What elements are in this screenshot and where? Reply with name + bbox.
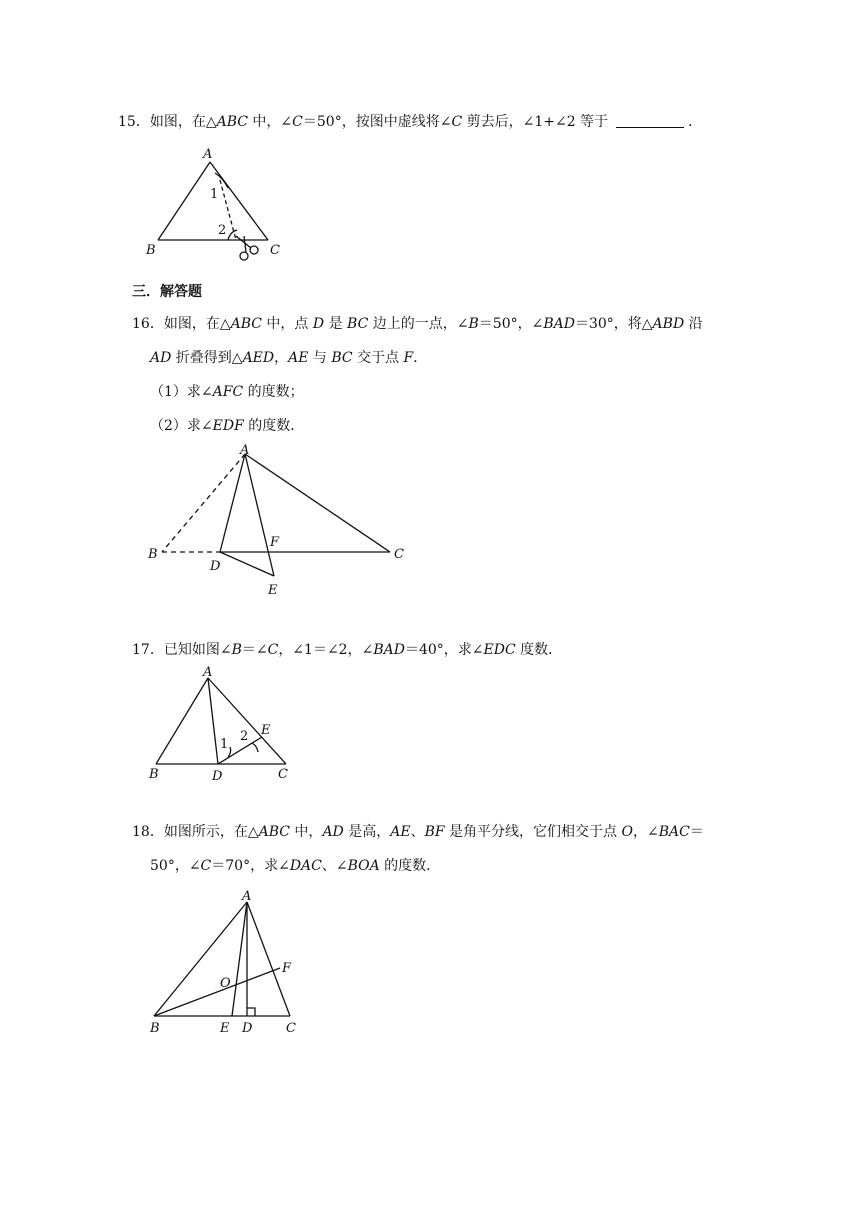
- q16-sub2: （2）求∠EDF 的度数．: [150, 418, 305, 434]
- q16-line1: 16．如图，在△ABC 中，点 D 是 BC 边上的一点，∠B＝50°，∠BAD＝30°，将△ABD 沿: [132, 316, 703, 332]
- svg-text:A: A: [203, 147, 213, 162]
- svg-text:B: B: [150, 1021, 160, 1036]
- q15-figure: [140, 140, 310, 265]
- q16-sub1: （1）求∠AFC 的度数；: [150, 384, 304, 400]
- svg-text:C: C: [286, 1021, 296, 1036]
- q17-text: 17．已知如图∠B＝∠C，∠1＝∠2，∠BAD＝40°，求∠EDC 度数．: [132, 642, 563, 658]
- svg-text:D: D: [212, 769, 223, 784]
- q18-figure: [140, 886, 320, 1046]
- svg-text:C: C: [394, 547, 404, 562]
- svg-text:D: D: [210, 559, 221, 574]
- svg-text:E: E: [268, 583, 278, 598]
- svg-text:A: A: [242, 889, 252, 904]
- section-title: 三．解答题: [132, 284, 202, 300]
- q18-line2: 50°，∠C＝70°，求∠DAC、∠BOA 的度数．: [150, 858, 441, 874]
- svg-text:2: 2: [240, 729, 249, 744]
- answer-blank[interactable]: [616, 113, 684, 128]
- svg-text:E: E: [261, 723, 271, 738]
- svg-text:C: C: [278, 767, 288, 782]
- q16-line2: AD 折叠得到△AED，AE 与 BC 交于点 F．: [150, 350, 428, 366]
- svg-text:F: F: [270, 535, 280, 550]
- svg-text:E: E: [220, 1021, 230, 1036]
- q17-figure: [140, 664, 310, 784]
- svg-text:C: C: [270, 243, 280, 258]
- svg-text:F: F: [282, 961, 292, 976]
- svg-text:A: A: [240, 443, 250, 458]
- svg-text:D: D: [242, 1021, 253, 1036]
- q16-figure: [140, 443, 420, 606]
- svg-text:B: B: [148, 547, 158, 562]
- svg-text:1: 1: [220, 737, 229, 752]
- svg-text:B: B: [149, 767, 159, 782]
- svg-text:1: 1: [210, 187, 219, 202]
- svg-text:A: A: [203, 665, 213, 680]
- q15-text: 15．如图，在△ABC 中，∠C＝50°，按图中虚线将∠C 剪去后，∠1+∠2 等于 ．: [118, 114, 703, 130]
- svg-text:B: B: [146, 243, 156, 258]
- svg-text:O: O: [220, 976, 231, 991]
- svg-text:2: 2: [218, 223, 227, 238]
- q18-line1: 18．如图所示，在△ABC 中，AD 是高，AE、BF 是角平分线，它们相交于点 O，∠BAC＝: [132, 824, 704, 840]
